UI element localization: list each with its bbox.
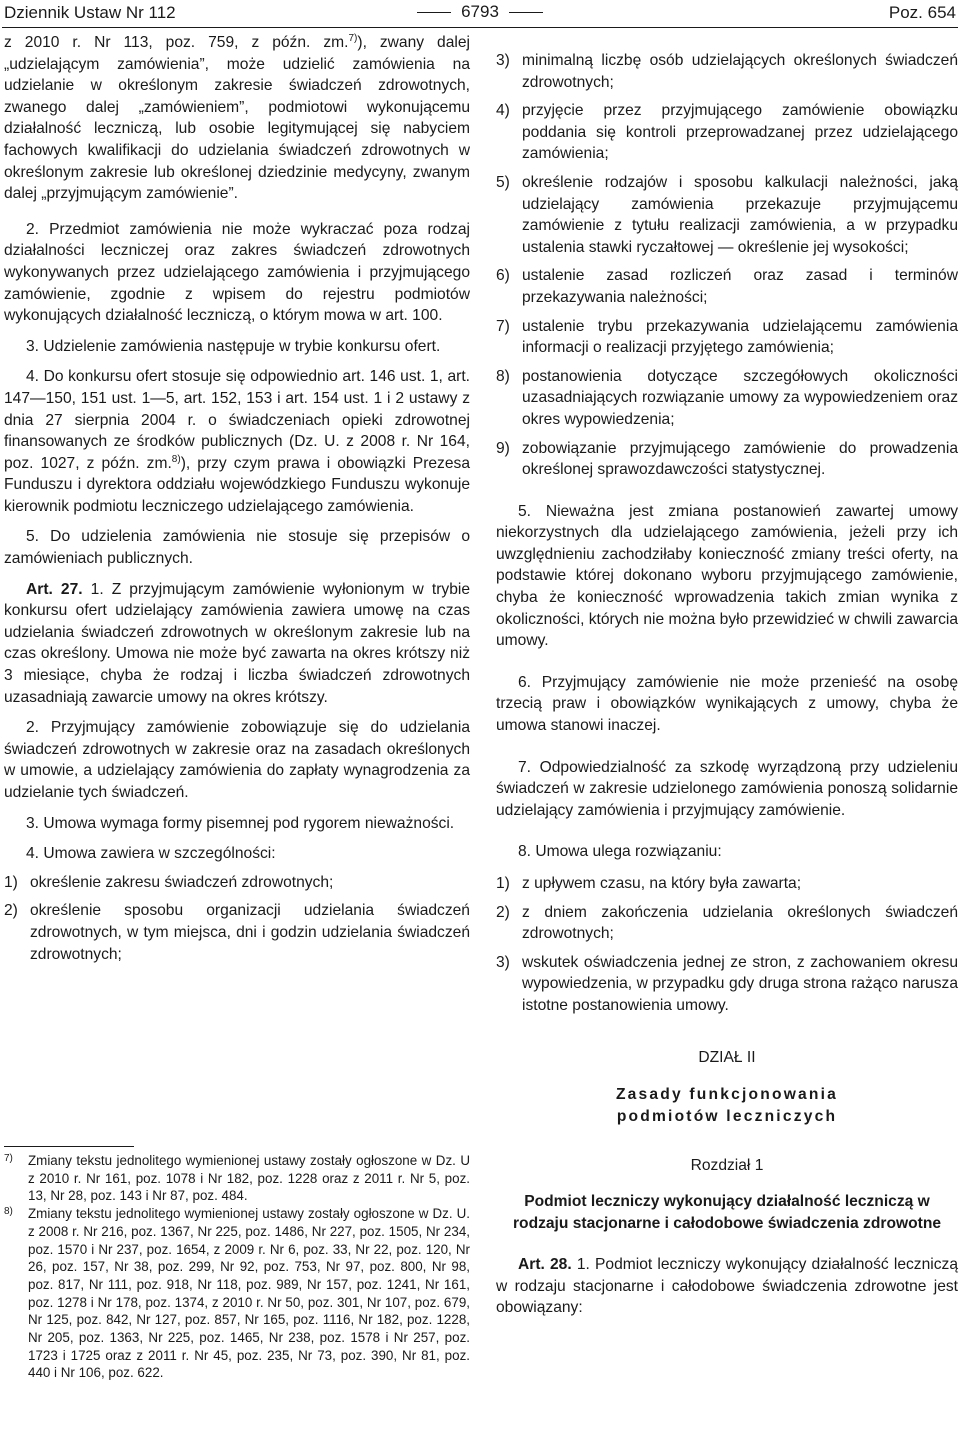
footnotes [4,1152,470,1382]
list-item: 7) ustalenie trybu przekazywania udzielającemu zamówienia informacji o realizacji przyjętego zamówienia; [496,317,958,357]
paragraph: 4. Do konkursu ofert stosuje się odpowiednio art. 146 ust. 1, art. 147—150, 151 ust. 1—5, art. 152, 153 i art. 154 ust. 1 i 2 ustawy z dnia 27 sierpnia 2004 r. o świadczeniach opieki zdrowotnej finansowanych ze środków publicznych (Dz. U. z 2008 r. Nr 164, poz. 1027, z późn. zm.$^{8)}$), przy czym prawa i obowiązki Prezesa Funduszu i dyrektora oddziału wojewódzkiego Funduszu wykonuje kierownik podmiotu leczniczego udzielającego zamówienia. [4,368,470,515]
journal-title: Dziennik Ustaw Nr 112 [4,3,176,22]
paragraph: 2. Przyjmujący zamówienie zobowiązuje się do udzielania świadczeń zdrowotnych w zakresie oraz na zasadach określonych w umowie, a udzielający zamówienia do zapłaty wynagrodzenia za udzielanie tych świadczeń. [4,719,470,801]
page-number: 6793 [4,2,956,22]
article-label: Art. 27. [26,580,83,598]
left-column [4,32,470,965]
footnote: 8) Zmiany tekstu jednolitego wymienionej ustawy zostały ogłoszone w Dz. U. z 2008 r. Nr 216, poz. 1367, Nr 225, poz. 1486, Nr 227, poz. 1505, Nr 234, poz. 1570 i Nr 237, poz. 1654, z 2009 r. Nr 6, poz. 33, Nr 22, poz. 120, Nr 26, poz. 157, Nr 38, poz. 299, Nr 92, poz. 753, Nr 97, poz. 800, Nr 98, poz. 817, Nr 111, poz. 918, Nr 118, poz. 989, Nr 157, poz. 1241, Nr 161, poz. 1278 i Nr 178, poz. 1374, z 2010 r. Nr 50, poz. 301, Nr 107, poz. 679, Nr 125, poz. 842, Nr 127, poz. 857, Nr 165, poz. 1116, Nr 182, poz. 1228, Nr 205, poz. 1363, Nr 225, poz. 1465, Nr 238, poz. 1578 i Nr 257, poz. 1723 i 1725 oraz z 2011 r. Nr 45, poz. 235, Nr 73, poz. 390, Nr 81, poz. 440 i Nr 106, poz. 622. [4,1206,470,1381]
list-item: 9) zobowiązanie przyjmującego zamówienie do prowadzenia określonej sprawozdawczości statystycznej. [496,439,958,479]
paragraph: 6. Przyjmujący zamówienie nie może przenieść na osobę trzecią praw i obowiązków wynikających z umowy, chyba że umowa stanowi inaczej. [496,673,958,735]
paragraph: 7. Odpowiedzialność za szkodę wyrządzoną przy udzieleniu świadczeń w zakresie udzielonego zamówienia ponoszą solidarnie udzielający zamówienia i przyjmujący zamówienie. [496,758,958,819]
list-item: 6) ustalenie zasad rozliczeń oraz zasad i terminów przekazywania należności; [496,267,958,306]
list-item: 8) postanowienia dotyczące szczegółowych okoliczności uzasadniających rozwiązanie umowy za wypowiedzeniem oraz okres wypowiedzenia; [496,367,958,428]
footnote-rule [4,1146,134,1147]
division-title: podmiotów leczniczych [616,1107,838,1125]
paragraph: 4. Umowa zawiera w szczególności: [26,845,276,863]
paragraph: z 2010 r. Nr 113, poz. 759, z późn. zm.$^{7)}$), zwany dalej „udzielającym zamówienia”, może udzielić zamówienia na udzielanie w określonym zakresie świadczeń zdrowotnych, zwanego dalej „zamówieniem”, podmiotowi wykonującemu działalność leczniczą, lub osobie legitymującej się nabyciem fachowych kwalifikacji do udzielania świadczeń zdrowotnych w określonym zakresie lub określonej dziedzinie medycyny, zwanym dalej „przyjmującym zamówienie”. [4,33,470,203]
header-rule [2,27,958,28]
paragraph: 3. Umowa wymaga formy pisemnej pod rygorem nieważności. [26,814,455,832]
right-column [496,32,958,1319]
list-item: 3) wskutek oświadczenia jednej ze stron, z zachowaniem okresu wypowiedzenia, w przypadku gdy druga strona rażąco narusza istotne postanowienia umowy. [496,953,958,1014]
footnote: 7) Zmiany tekstu jednolitego wymienionej ustawy zostały ogłoszone w Dz. U z 2010 r. Nr 161, poz. 1078 i Nr 182, poz. 1228 oraz z 2011 r. Nr 5, poz. 13, Nr 28, poz. 143 i Nr 87, poz. 484. [4,1153,470,1204]
list-item: 2) określenie sposobu organizacji udzielania świadczeń zdrowotnych, w tym miejsca, dni i godzin udzielania świadczeń zdrowotnych; [4,902,470,963]
chapter-heading: Rozdział 1 [690,1157,764,1175]
division-heading: DZIAŁ II [698,1048,756,1066]
list-item: 3) minimalną liczbę osób udzielających określonych świadczeń zdrowotnych; [496,52,958,91]
list-item: 2) z dniem zakończenia udzielania określonych świadczeń zdrowotnych; [496,903,958,943]
paragraph: 8. Umowa ulega rozwiązaniu: [518,843,722,861]
paragraph: 5. Nieważna jest zmiana postanowień zawartej umowy niekorzystnych dla udzielającego zamówienia, jeżeli przy ich uwzględnieniu zachodziłaby konieczność zmiany treści oferty, na podstawie której dokonano wyboru przyjmującego zamówienie, chyba że konieczność wprowadzenia takich zmian wynika z okoliczności, których nie można było przewidzieć w chwili zawarcia umowy. [496,502,958,650]
division-title: Zasady funkcjonowania [615,1086,839,1104]
list-item: 1) określenie zakresu świadczeń zdrowotnych; [4,873,334,891]
article-label: Art. 28. [518,1256,572,1274]
footnote-ref: 7) [348,33,358,44]
list-item: 4) przyjęcie przez przyjmującego zamówienie obowiązku poddania się kontroli przeprowadzanej przez udzielającego zamówienia; [496,102,958,163]
page-header [4,0,956,26]
article-28: Art. 28. 1. Podmiot leczniczy wykonujący działalność leczniczą w rodzaju stacjonarne i całodobowe świadczenia zdrowotne jest obowiązany: [496,1256,958,1317]
paragraph: 3. Udzielenie zamówienia następuje w trybie konkursu ofert. [26,337,441,355]
paragraph: 2. Przedmiot zamówienia nie może wykraczać poza rodzaj działalności leczniczej oraz zakres świadczeń zdrowotnych wykonywanych przez udzielającego zamówienia i przyjmującego zamówienie, zgodnie z wpisem do rejestru podmiotów wykonujących działalność leczniczą, o którym mowa w art. 100. [4,220,470,325]
list-item: 1) z upływem czasu, na który była zawarta; [496,875,802,892]
paragraph: 5. Do udzielenia zamówienia nie stosuje się przepisów o zamówieniach publicznych. [4,528,470,568]
article-27: Art. 27. 1. Z przyjmującym zamówienie wyłonionym w trybie konkursu ofert udzielający zamówienia zawiera umowę na czas udzielania świadczeń zdrowotnych w określonym zakresie lub na czas określony. Umowa nie może być zawarta na okres krótszy niż 3 miesiące, chyba że rodzaj i liczba świadczeń zdrowotnych uzasadniają zawarcie umowy na okres krótszy. [4,580,470,706]
footnote-ref: 8) [171,453,181,465]
chapter-title: Podmiot leczniczy wykonujący działalność leczniczą w rodzaju stacjonarne i całodobowe świadczenia zdrowotne [512,1192,942,1232]
list-item: 5) określenie rodzajów i sposobu kalkulacji należności, jaką udzielający zamówienia przekazuje przyjmującemu zamówienie z tytułu realizacji zamówienia, a w przypadku ustalenia stawki ryczałtowej — określenie jej wysokości; [496,173,958,256]
position-number: Poz. 654 [888,3,956,22]
